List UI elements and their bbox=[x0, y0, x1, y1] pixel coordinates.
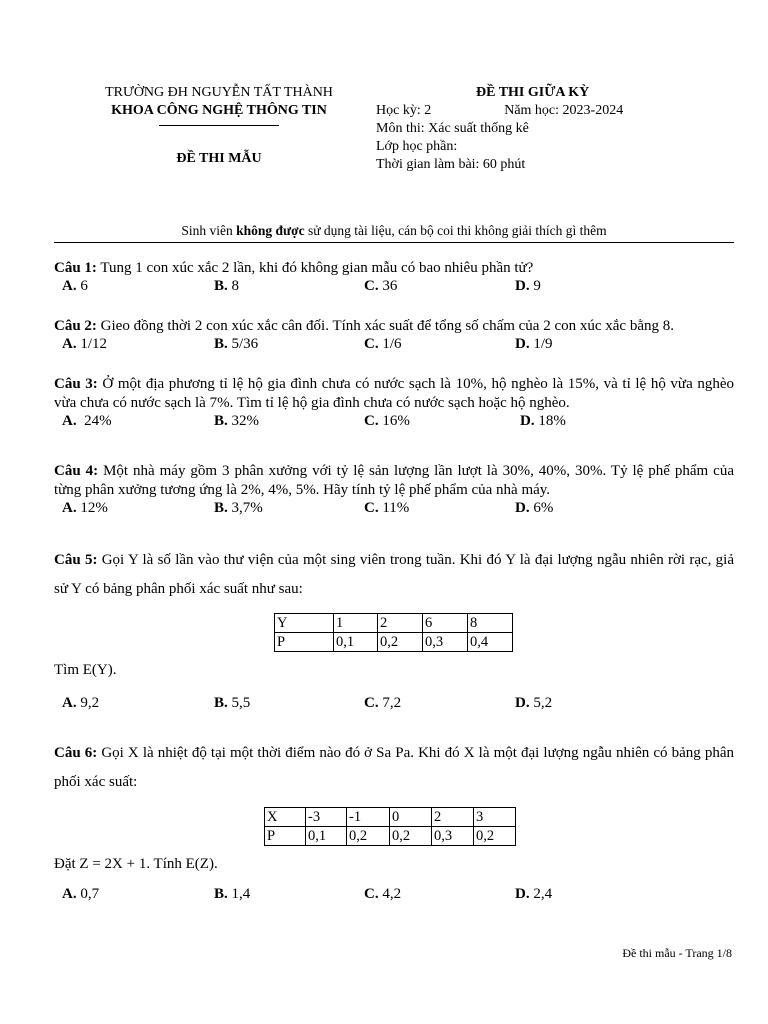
option-c: C. 7,2 bbox=[364, 695, 402, 711]
school-year: Năm học: 2023-2024 bbox=[504, 103, 624, 118]
table-row: P 0,1 0,2 0,3 0,4 bbox=[275, 633, 513, 652]
question-5-prompt: Tìm E(Y). bbox=[54, 662, 117, 678]
header-divider bbox=[159, 125, 279, 126]
distribution-table-y bbox=[274, 613, 513, 652]
faculty-name: KHOA CÔNG NGHỆ THÔNG TIN bbox=[111, 103, 327, 118]
question-5-options bbox=[62, 695, 742, 714]
class-section: Lớp học phần: bbox=[376, 139, 458, 154]
option-a: A. 9,2 bbox=[62, 695, 100, 711]
exam-notice: Sinh viên không được sử dụng tài liệu, cán bộ coi thi không giải thích gì thêm bbox=[181, 223, 607, 238]
header-right bbox=[376, 84, 736, 174]
option-b: B. 5/36 bbox=[214, 336, 259, 352]
header-left bbox=[54, 84, 384, 168]
option-b: B. 1,4 bbox=[214, 886, 251, 902]
option-b: B. 5,5 bbox=[214, 695, 251, 711]
subject: Môn thi: Xác suất thống kê bbox=[376, 121, 529, 136]
option-c: C. 11% bbox=[364, 500, 410, 516]
option-b: B. 3,7% bbox=[214, 500, 263, 516]
option-a: A. 6 bbox=[62, 278, 88, 294]
table-row: P 0,1 0,2 0,2 0,3 0,2 bbox=[265, 827, 516, 846]
notice-divider bbox=[54, 242, 734, 243]
distribution-table-x bbox=[264, 807, 516, 846]
table-row: X -3 -1 0 2 3 bbox=[265, 808, 516, 827]
question-6-options bbox=[62, 886, 742, 905]
question-4: Câu 4: Một nhà máy gồm 3 phân xưởng với tỷ lệ sản lượng lần lượt là 30%, 40%, 30%. Tỷ lệ phế phẩm của từng phân xưởng tương ứng là 2%, 4%, 5%. Hãy tính tỷ lệ phế phẩm của nhà máy. bbox=[54, 463, 734, 498]
option-c: C. 36 bbox=[364, 278, 398, 294]
question-5: Câu 5: Gọi Y là số lần vào thư viện của một sing viên trong tuần. Khi đó Y là đại lượng ngẫu nhiên rời rạc, giả sử Y có bảng phân phối xác suất như sau: bbox=[54, 552, 734, 597]
option-a: A. 12% bbox=[62, 500, 108, 516]
semester-year-row bbox=[376, 102, 736, 120]
question-4-options bbox=[62, 500, 742, 519]
exam-time: Thời gian làm bài: 60 phút bbox=[376, 157, 526, 172]
option-c: C. 1/6 bbox=[364, 336, 402, 352]
option-d: D. 6% bbox=[515, 500, 554, 516]
option-d: D. 5,2 bbox=[515, 695, 553, 711]
option-c: C. 4,2 bbox=[364, 886, 402, 902]
question-1: Câu 1: Tung 1 con xúc xắc 2 lần, khi đó không gian mẫu có bao nhiêu phần tử? bbox=[54, 260, 534, 276]
option-b: B. 32% bbox=[214, 413, 260, 429]
option-a: A. 0,7 bbox=[62, 886, 100, 902]
semester: Học kỳ: 2 bbox=[376, 103, 432, 118]
option-c: C. 16% bbox=[364, 413, 410, 429]
exam-title: ĐỀ THI GIỮA KỲ bbox=[476, 85, 590, 100]
option-d: D. 2,4 bbox=[515, 886, 553, 902]
page-footer: Đề thi mẫu - Trang 1/8 bbox=[622, 946, 732, 960]
option-d: D. 18% bbox=[520, 413, 566, 429]
question-3-options bbox=[62, 413, 742, 432]
option-b: B. 8 bbox=[214, 278, 240, 294]
school-name: TRƯỜNG ĐH NGUYỄN TẤT THÀNH bbox=[105, 85, 333, 100]
table-row: Y 1 2 6 8 bbox=[275, 614, 513, 633]
sample-label: ĐỀ THI MẪU bbox=[176, 151, 262, 166]
option-a: A. 24% bbox=[62, 413, 112, 429]
option-d: D. 1/9 bbox=[515, 336, 553, 352]
option-a: A. 1/12 bbox=[62, 336, 108, 352]
option-d: D. 9 bbox=[515, 278, 541, 294]
question-2-options bbox=[62, 336, 742, 355]
question-6: Câu 6: Gọi X là nhiệt độ tại một thời điểm nào đó ở Sa Pa. Khi đó X là một đại lượng ngẫu nhiên có bảng phân phối xác suất: bbox=[54, 745, 734, 790]
question-1-options bbox=[62, 278, 742, 297]
question-2: Câu 2: Gieo đồng thời 2 con xúc xắc cân đối. Tính xác suất để tổng số chấm của 2 con xúc xắc bằng 8. bbox=[54, 318, 674, 334]
question-3: Câu 3: Ở một địa phương tỉ lệ hộ gia đình chưa có nước sạch là 10%, hộ nghèo là 15%, và tỉ lệ hộ vừa nghèo vừa chưa có nước sạch là 7%. Tìm tỉ lệ hộ gia đình chưa có nước sạch hoặc hộ nghèo. bbox=[54, 376, 735, 411]
question-6-prompt: Đặt Z = 2X + 1. Tính E(Z). bbox=[54, 856, 218, 872]
